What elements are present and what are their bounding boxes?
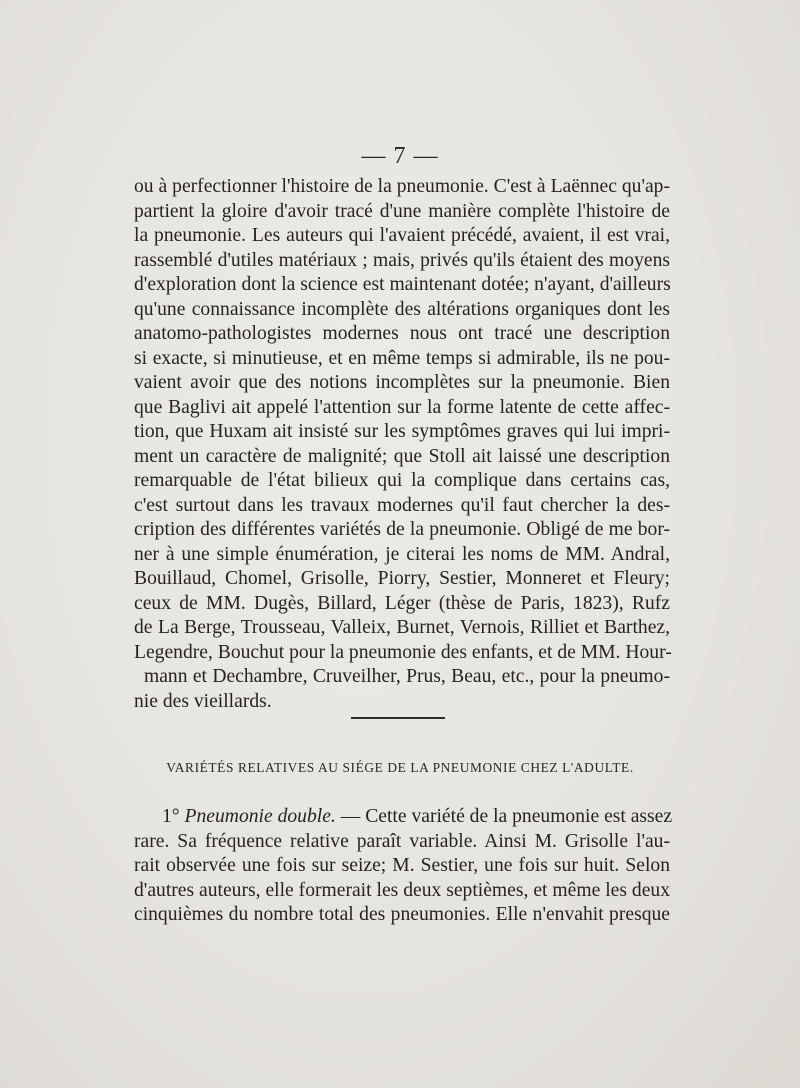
text-line: anatomo-pathologistes modernes nous ont tracé une description	[134, 323, 670, 344]
section-heading: VARIÉTÉS RELATIVES AU SIÉGE DE LA PNEUMONIE CHEZ L'ADULTE.	[166, 760, 634, 775]
text-line: cinquièmes du nombre total des pneumonies. Elle n'envahit presque	[134, 904, 670, 925]
paragraph-body	[134, 175, 670, 714]
text-line: mann et Dechambre, Cruveilher, Prus, Beau, etc., pour la pneumo-	[144, 666, 670, 687]
text-line: Legendre, Bouchut pour la pneumonie des enfants, et de MM. Hour-	[134, 641, 672, 663]
text-line: que Baglivi ait appelé l'attention sur la forme latente de cette affec-	[134, 396, 670, 418]
text-line: la pneumonie. Les auteurs qui l'avaient précédé, avaient, il est vrai,	[134, 225, 670, 246]
text-line: si exacte, si minutieuse, et en même temps si admirable, ils ne pou-	[134, 347, 670, 369]
text-line: nie des vieillards.	[134, 690, 272, 712]
paragraph-pneumonie-double	[134, 805, 673, 928]
lead-number: 1°	[162, 806, 180, 827]
text-line: qu'une connaissance incomplète des altérations organiques dont les	[134, 298, 670, 320]
text-line: d'exploration dont la science est maintenant dotée; n'ayant, d'ailleurs	[134, 274, 671, 295]
text-line: vaient avoir que des notions incomplètes sur la pneumonie. Bien	[134, 372, 670, 393]
text-line: partient la gloire d'avoir tracé d'une manière complète l'histoire de	[134, 200, 670, 222]
text-line: rassemblé d'utiles matériaux ; mais, privés qu'ils étaient des moyens	[134, 249, 670, 271]
text-line: remarquable de l'état bilieux qui la complique dans certains cas,	[134, 470, 670, 491]
text-line: d'autres auteurs, elle formerait les deux septièmes, et même les deux	[134, 879, 670, 901]
paragraph-lead-line	[134, 805, 673, 830]
text-line: Bouillaud, Chomel, Grisolle, Piorry, Sestier, Monneret et Fleury;	[134, 568, 670, 589]
text-line: ner à une simple énumération, je citerai les noms de MM. Andral,	[134, 543, 670, 565]
text-line: ment un caractère de malignité; que Stoll ait laissé une description	[134, 445, 670, 467]
text-line: c'est surtout dans les travaux modernes qu'il faut chercher la des-	[134, 494, 670, 516]
text-line: tion, que Huxam ait insisté sur les symptômes graves qui lui impri-	[134, 421, 670, 442]
text-line: rait observée une fois sur seize; M. Sestier, une fois sur huit. Selon	[134, 855, 670, 876]
text-line: de La Berge, Trousseau, Valleix, Burnet, Vernois, Rilliet et Barthez,	[134, 617, 670, 638]
text-line: ceux de MM. Dugès, Billard, Léger (thèse de Paris, 1823), Rufz	[134, 592, 670, 614]
text-line: rare. Sa fréquence relative paraît variable. Ainsi M. Grisolle l'au-	[134, 830, 670, 852]
text-line: cription des différentes variétés de la pneumonie. Obligé de me bor-	[134, 519, 670, 540]
text-line: ou à perfectionner l'histoire de la pneumonie. C'est à Laënnec qu'ap-	[134, 176, 670, 197]
page-number: — 7 —	[361, 143, 439, 169]
section-divider	[351, 717, 445, 719]
lead-title: Pneumonie double.	[184, 806, 336, 827]
lead-rest: — Cette variété de la pneumonie est assez	[340, 806, 673, 827]
